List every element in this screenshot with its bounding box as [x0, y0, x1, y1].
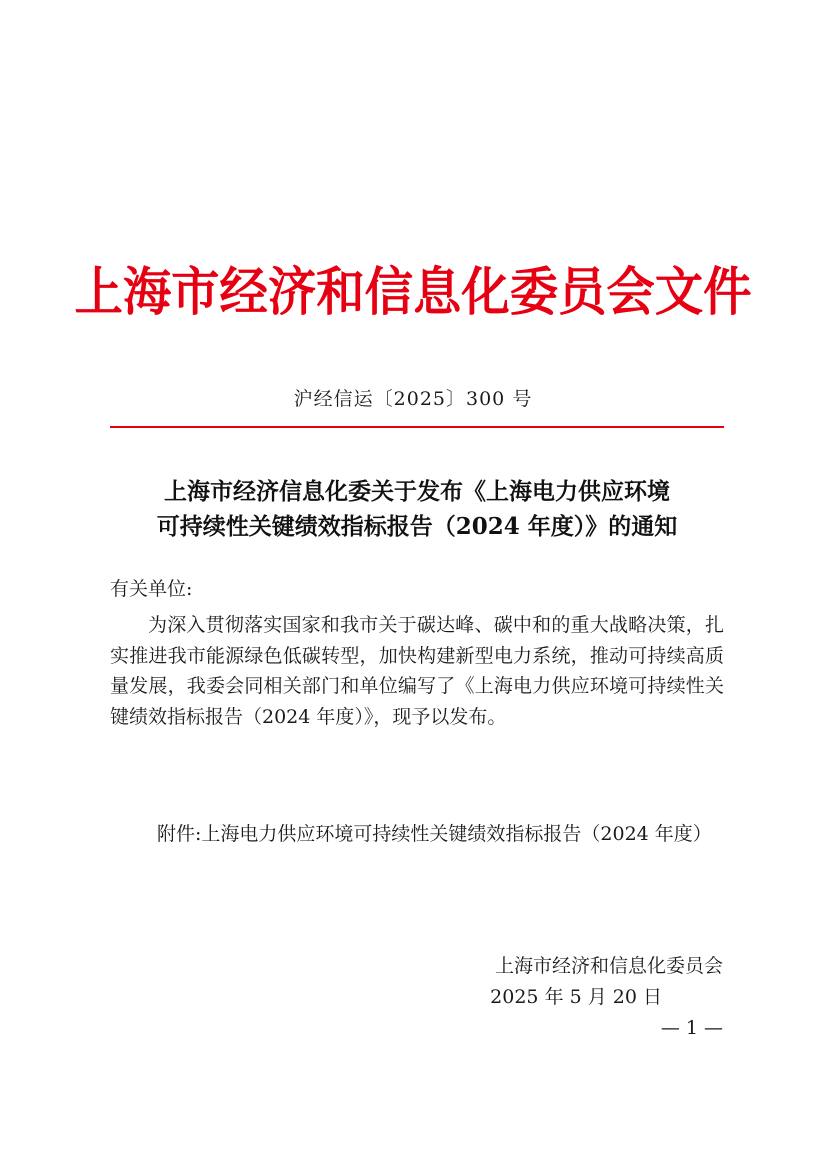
red-divider-line — [110, 426, 724, 428]
salutation: 有关单位: — [110, 578, 193, 600]
issue-date: 2025 年 5 月 20 日 — [490, 986, 662, 1008]
attachment-line — [157, 818, 724, 850]
attachment-title: 上海电力供应环境可持续性关键绩效指标报告（2024 年度） — [201, 823, 712, 845]
page-number: — 1 — — [660, 1017, 723, 1039]
notice-title — [110, 474, 724, 544]
notice-title-line-2: 可持续性关键绩效指标报告（2024 年度）》的通知 — [156, 513, 678, 540]
body-paragraph: 为深入贯彻落实国家和我市关于碳达峰、碳中和的重大战略决策，扎实推进我市能源绿色低碳转型，加快构建新型电力系统，推动可持续高质量发展，我委会同相关部门和单位编写了《上海电力供应环境可持续性关键绩效指标报告（2024 年度）》，现予以发布。 — [110, 614, 724, 728]
attachment-label: 附件: — [157, 823, 202, 845]
document-number: 沪经信运〔2025〕300 号 — [293, 388, 533, 410]
notice-title-line-1: 上海市经济信息化委关于发布《上海电力供应环境 — [164, 478, 670, 505]
org-header-title: 上海市经济和信息化委员会文件 — [74, 262, 752, 323]
issuer-signature: 上海市经济和信息化委员会 — [494, 955, 723, 977]
